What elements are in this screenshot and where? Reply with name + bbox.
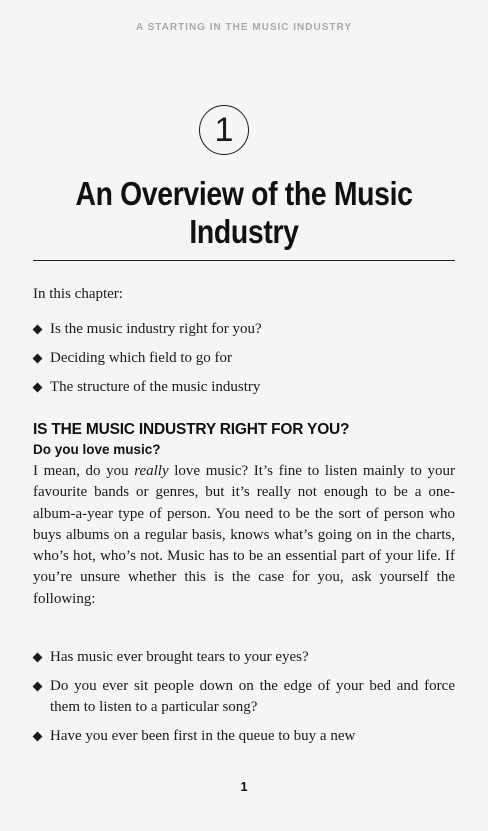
subheading: Do you love music? (33, 442, 161, 457)
list-item-text: Deciding which field to go for (50, 350, 233, 366)
questions-list (33, 647, 455, 755)
list-item-text: Do you ever sit people down on the edge of your bed and force them to listen to a particular song? (50, 678, 455, 715)
emphasis-text: really (134, 463, 169, 479)
running-head: A STARTING IN THE MUSIC INDUSTRY (135, 22, 353, 33)
chapter-intro: In this chapter: (33, 286, 123, 302)
body-paragraph (33, 461, 455, 610)
paragraph-text-rest: love music? It’s fine to listen mainly to your favourite bands or genres, but it’s really not enough to be a one-album-a-year type of person. You need to be the sort of person who buys albums on a regular basis, knows what’s going on in the charts, who’s hot, who’s not. Music has to be an essential part of your life. If you’re unsure whether this is the case for you, ask yourself the following: (33, 463, 455, 607)
diamond-bullet-icon (33, 354, 43, 364)
diamond-bullet-icon (33, 653, 43, 663)
paragraph-text-start: I mean, do you (33, 463, 135, 479)
list-item (33, 726, 455, 747)
chapter-title-line-2: Industry (189, 213, 299, 250)
list-item-text: Is the music industry right for you? (50, 321, 262, 337)
list-item (33, 319, 455, 340)
chapter-number-badge (199, 105, 249, 155)
chapter-number: 1 (214, 110, 234, 149)
list-item (33, 377, 455, 398)
list-item-text: Have you ever been first in the queue to buy a new (50, 728, 356, 744)
chapter-title-line-1: An Overview of the Music (75, 175, 413, 212)
list-item (33, 348, 455, 369)
title-divider (33, 260, 455, 261)
diamond-bullet-icon (33, 682, 43, 692)
diamond-bullet-icon (33, 383, 43, 393)
list-item-text: The structure of the music industry (50, 379, 261, 395)
diamond-bullet-icon (33, 325, 43, 335)
list-item-text: Has music ever brought tears to your eyes? (50, 649, 309, 665)
chapter-topics-list (33, 319, 455, 406)
list-item (33, 647, 455, 668)
diamond-bullet-icon (33, 732, 43, 742)
list-item (33, 676, 455, 718)
page-number: 1 (240, 779, 248, 794)
section-heading: IS THE MUSIC INDUSTRY RIGHT FOR YOU? (33, 421, 350, 438)
chapter-title (60, 175, 428, 251)
